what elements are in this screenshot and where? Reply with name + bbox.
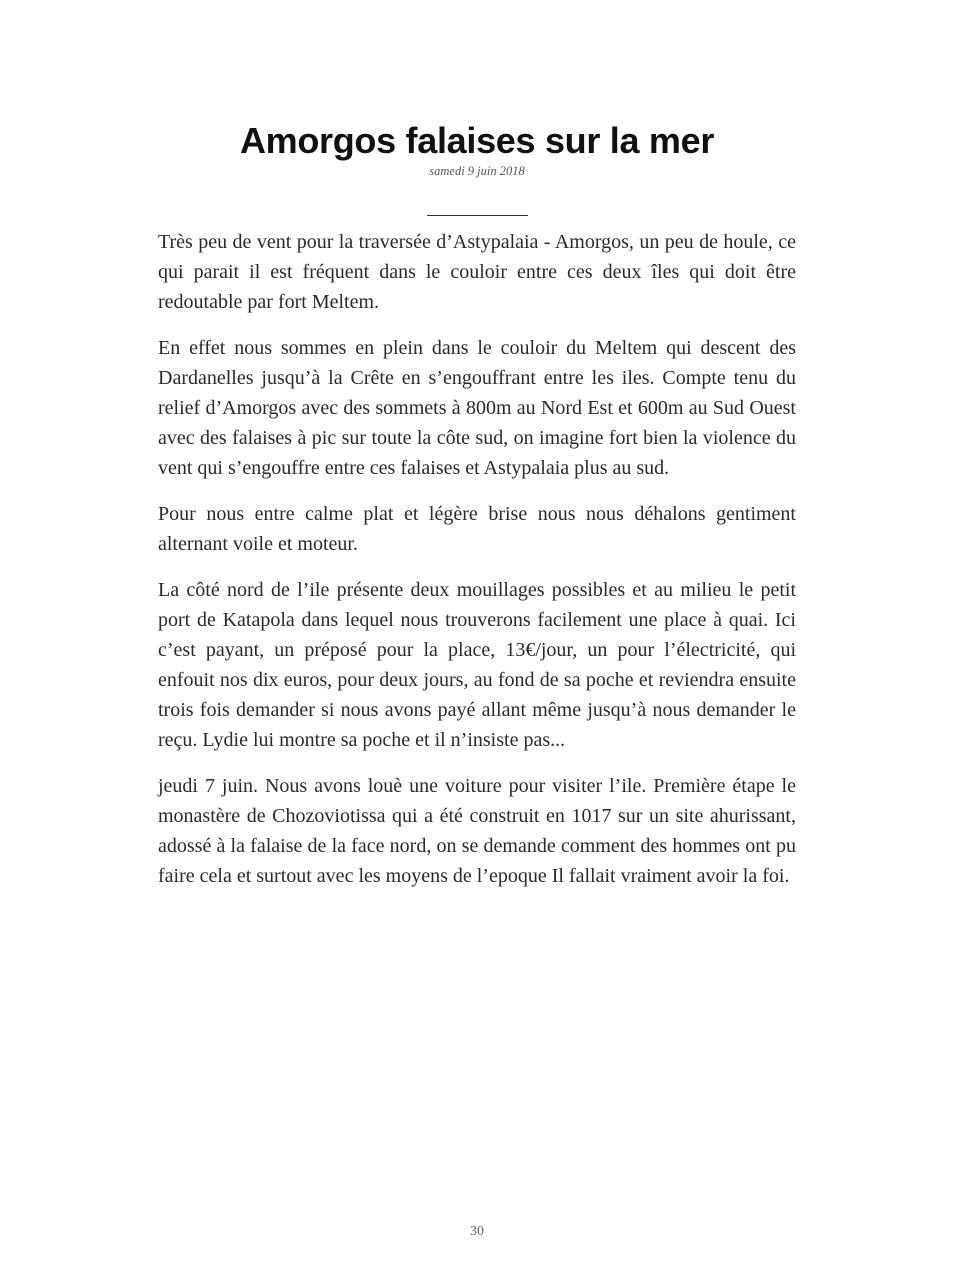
page-number: 30 (470, 1224, 484, 1239)
paragraph: Pour nous entre calme plat et légère brise nous nous déhalons gentiment alternant voile et moteur. (158, 503, 796, 555)
paragraph: En effet nous sommes en plein dans le couloir du Meltem qui descent des Dardanelles jusqu’à la Crête en s’engouffrant entre les iles. Compte tenu du relief d’Amorgos avec des sommets à 800m au Nord Est et 600m au Sud Ouest avec des falaises à pic sur toute la côte sud, on imagine fort bien la violence du vent qui s’engouffre entre ces falaises et Astypalaia plus au sud. (158, 337, 796, 479)
paragraph: La côté nord de l’ile présente deux mouillages possibles et au milieu le petit port de Katapola dans lequel nous trouverons facilement une place à quai. Ici c’est payant, un préposé pour la place, 13€/jour, un pour l’électricité, qui enfouit nos dix euros, pour deux jours, au fond de sa poche et reviendra ensuite trois fois demander si nous avons payé allant même jusqu’à nous demander le reçu. Lydie lui montre sa poche et il n’insiste pas... (158, 579, 796, 751)
page-title: Amorgos falaises sur la mer (239, 120, 715, 161)
article-body (158, 227, 796, 907)
paragraph: jeudi 7 juin. Nous avons louè une voiture pour visiter l’ile. Première étape le monastère de Chozoviotissa qui a été construit en 1017 sur un site ahurissant, adossé à la falaise de la face nord, on se demande comment des hommes ont pu faire cela et surtout avec les moyens de l’epoque Il fallait vraiment avoir la foi. (158, 775, 796, 887)
title-divider (427, 215, 528, 216)
post-date: samedi 9 juin 2018 (429, 164, 525, 178)
paragraph: Très peu de vent pour la traversée d’Astypalaia - Amorgos, un peu de houle, ce qui parait il est fréquent dans le couloir entre ces deux îles qui doit être redoutable par fort Meltem. (158, 231, 796, 313)
